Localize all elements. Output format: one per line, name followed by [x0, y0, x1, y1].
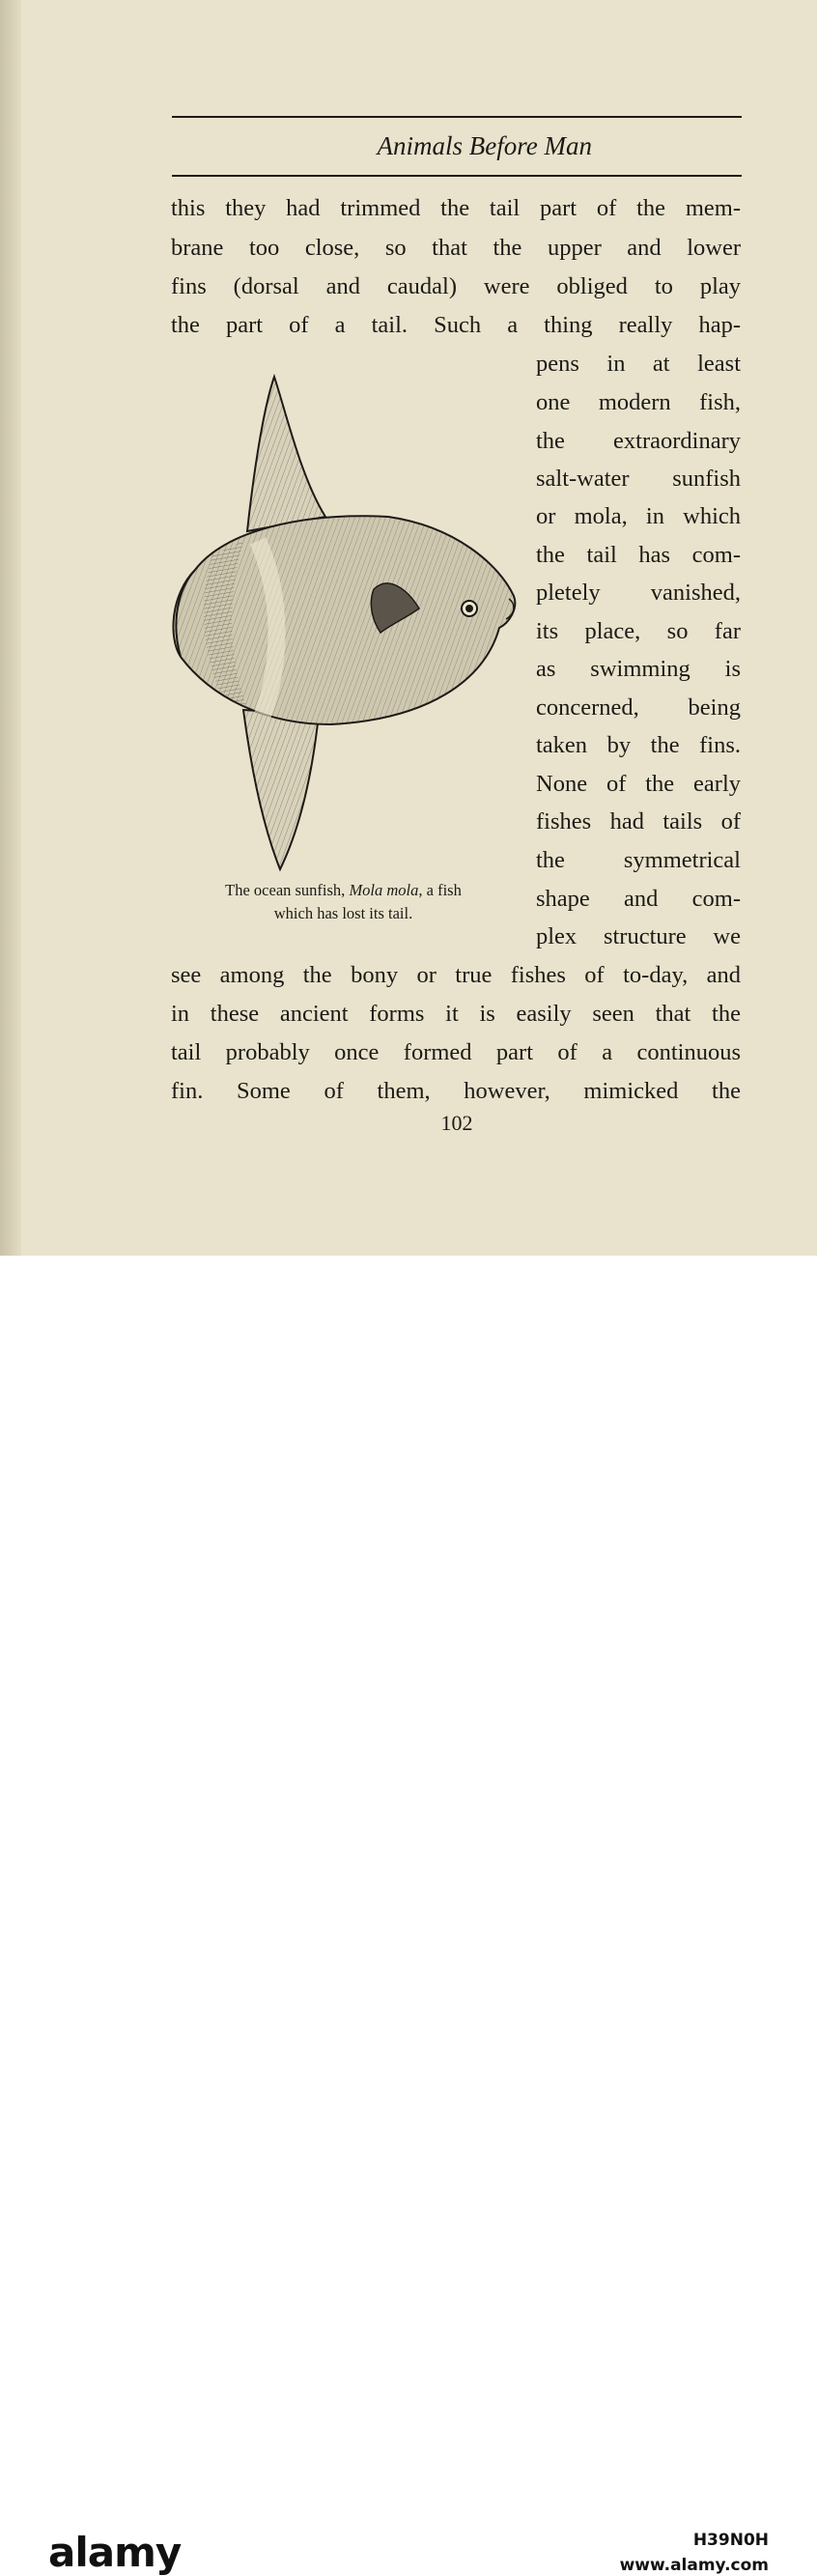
- caption-line-2: which has lost its tail.: [273, 904, 413, 922]
- text-line: pens in at least: [536, 351, 741, 377]
- text-line: salt-water sunfish: [536, 466, 741, 492]
- alamy-logo: alamy: [48, 2529, 182, 2576]
- text-line: taken by the fins.: [536, 732, 741, 758]
- page-number: 102: [440, 1111, 473, 1135]
- header-rule-top: [172, 116, 742, 118]
- caption-text: , a fish: [418, 881, 462, 899]
- text-line: as swimming is: [536, 656, 741, 682]
- text-line: brane too close, so that the upper and lower: [171, 235, 741, 261]
- text-line: fin. Some of them, however, mimicked the: [171, 1078, 741, 1104]
- text-line: fishes had tails of: [536, 808, 741, 835]
- text-line: the extraordinary: [536, 428, 741, 454]
- text-line: one modern fish,: [536, 389, 741, 415]
- running-head: Animals Before Man: [377, 131, 592, 160]
- text-line: tail probably once formed part of a continuous: [171, 1039, 741, 1065]
- sunfish-illustration: [166, 372, 521, 874]
- text-line: the tail has com-: [536, 542, 741, 568]
- text-line: see among the bony or true fishes of to-day, and: [171, 962, 741, 988]
- caption-species: Mola mola: [349, 881, 419, 899]
- header-rule-bottom: [172, 175, 742, 177]
- text-line: this they had trimmed the tail part of the mem-: [171, 195, 741, 221]
- text-line: plex structure we: [536, 923, 741, 949]
- text-line: in these ancient forms it is easily seen that the: [171, 1001, 741, 1027]
- text-line: shape and com-: [536, 886, 741, 912]
- image-id: H39N0H: [692, 2531, 769, 2550]
- figure-caption: [172, 879, 515, 925]
- text-line: or mola, in which: [536, 503, 741, 529]
- site-url: www.alamy.com: [619, 2556, 769, 2575]
- text-line: concerned, being: [536, 694, 741, 721]
- text-line: fins (dorsal and caudal) were obliged to play: [171, 273, 741, 299]
- text-line: its place, so far: [536, 618, 741, 644]
- book-page: [0, 0, 817, 1256]
- caption-text: The ocean sunfish,: [225, 881, 350, 899]
- text-line: the symmetrical: [536, 847, 741, 873]
- text-line: None of the early: [536, 771, 741, 797]
- text-line: pletely vanished,: [536, 580, 741, 606]
- text-line: the part of a tail. Such a thing really hap-: [171, 312, 741, 338]
- watermark-bar: [0, 1256, 817, 2576]
